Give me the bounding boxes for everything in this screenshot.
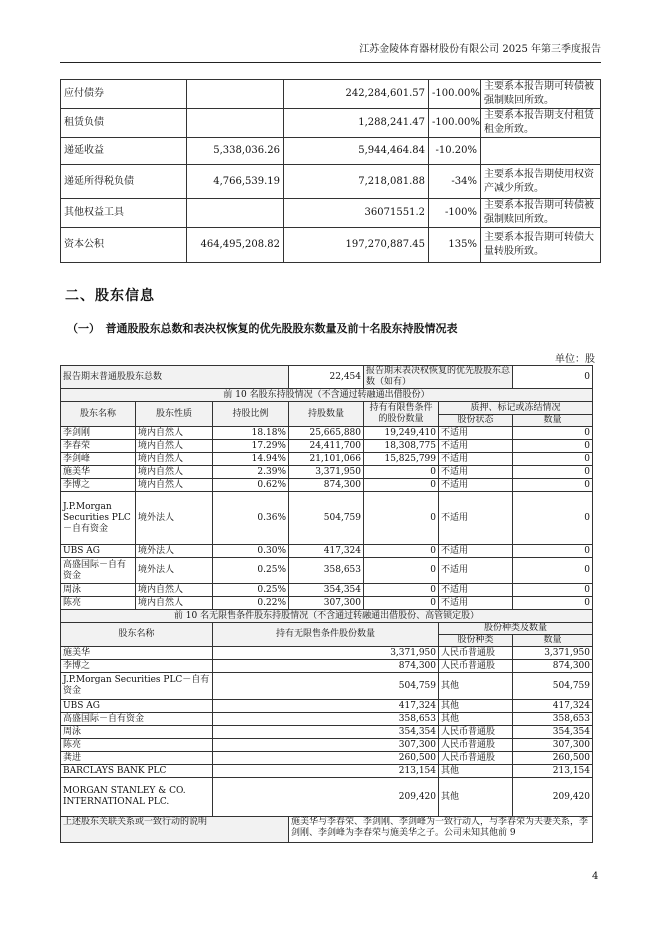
previous-value: 1,288,241.47: [284, 109, 429, 138]
top10-row: [61, 597, 593, 610]
share-count: 209,420: [513, 778, 593, 817]
change-reason: [481, 138, 601, 165]
share-kind: 其他: [439, 673, 513, 700]
pledge-count: 0: [513, 545, 593, 558]
holder-nature: 境内自然人: [136, 584, 213, 597]
relation-text: 施美华与李春荣、李剑刚、李剑峰为一致行动人，与李春荣为夫妻关系，李剑刚、李剑峰为李春荣与施美华之子。公司未知其他前 9: [289, 817, 593, 843]
current-value: 5,338,036.26: [187, 138, 284, 165]
unres-qty: 307,300: [213, 739, 439, 752]
hdr-ratio: 持股比例: [213, 402, 289, 427]
holding-ratio: 18.18%: [213, 427, 289, 440]
unres-qty: 260,500: [213, 752, 439, 765]
share-count: 260,500: [513, 752, 593, 765]
pledge-count: 0: [513, 466, 593, 479]
change-reason: 主要系本报告期使用权资产减少所致。: [481, 165, 601, 199]
holding-qty: 21,101,066: [289, 453, 364, 466]
current-value: [187, 109, 284, 138]
unres-title: 前 10 名无限售条件股东持股情况（不含通过转融通出借股份、高管锁定股）: [61, 610, 593, 623]
pledge-status: 不适用: [439, 479, 513, 492]
holder-name: J.P.Morgan Securities PLC－自有资金: [61, 492, 136, 545]
section-subtitle: （一） 普通股股东总数和表决权恢复的优先股股东数量及前十名股东持股情况表: [67, 322, 458, 335]
unres-qty: 354,354: [213, 726, 439, 739]
item-name: 应付债券: [61, 80, 187, 109]
holding-qty: 307,300: [289, 597, 364, 610]
holder-name: 陈亮: [61, 597, 136, 610]
share-count: 3,371,950: [513, 647, 593, 660]
share-kind: 其他: [439, 778, 513, 817]
pledge-count: 0: [513, 597, 593, 610]
restricted-qty: 0: [364, 597, 439, 610]
holder-nature: 境内自然人: [136, 466, 213, 479]
balance-row: [61, 80, 601, 109]
unres-holder-name: 龚进: [61, 752, 213, 765]
holder-name: 李剑刚: [61, 427, 136, 440]
previous-value: 242,284,601.57: [284, 80, 429, 109]
holder-name: 李博之: [61, 479, 136, 492]
shareholder-table: [60, 365, 593, 843]
holder-nature: 境外法人: [136, 558, 213, 584]
unres-qty: 874,300: [213, 660, 439, 673]
top10-row: [61, 453, 593, 466]
restricted-qty: 18,308,775: [364, 440, 439, 453]
unres-hdr-group: 股份种类及数量: [439, 623, 593, 635]
holding-ratio: 0.30%: [213, 545, 289, 558]
pledge-status: 不适用: [439, 440, 513, 453]
item-name: 资本公积: [61, 228, 187, 263]
holder-nature: 境外法人: [136, 545, 213, 558]
hdr-status: 股份状态: [439, 415, 513, 427]
change-rate: -10.20%: [429, 138, 481, 165]
holder-name: 施美华: [61, 466, 136, 479]
share-kind: 人民币普通股: [439, 752, 513, 765]
top10-header-row: [61, 402, 593, 415]
holder-nature: 境内自然人: [136, 453, 213, 466]
unres-hdr-kind: 股份种类: [439, 635, 513, 647]
unres-row: [61, 726, 593, 739]
pledge-status: 不适用: [439, 584, 513, 597]
summary-value-common: 22,454: [289, 366, 364, 389]
balance-row: [61, 165, 601, 199]
pledge-count: 0: [513, 492, 593, 545]
holding-qty: 874,300: [289, 479, 364, 492]
holding-ratio: 0.36%: [213, 492, 289, 545]
unres-title-row: [61, 610, 593, 623]
holder-nature: 境内自然人: [136, 597, 213, 610]
holding-qty: 417,324: [289, 545, 364, 558]
item-name: 递延收益: [61, 138, 187, 165]
change-rate: -100%: [429, 199, 481, 228]
hdr-count: 数量: [513, 415, 593, 427]
pledge-status: 不适用: [439, 545, 513, 558]
holding-qty: 3,371,950: [289, 466, 364, 479]
change-reason: 主要系本报告期可转债被强制赎回所致。: [481, 80, 601, 109]
change-reason: 主要系本报告期可转债被强制赎回所致。: [481, 199, 601, 228]
unres-row: [61, 673, 593, 700]
holding-qty: 358,653: [289, 558, 364, 584]
pledge-count: 0: [513, 453, 593, 466]
unres-row: [61, 765, 593, 778]
share-count: 874,300: [513, 660, 593, 673]
balance-row: [61, 138, 601, 165]
summary-row: [61, 366, 593, 389]
unres-holder-name: BARCLAYS BANK PLC: [61, 765, 213, 778]
unres-holder-name: 施美华: [61, 647, 213, 660]
current-value: [187, 80, 284, 109]
pledge-status: 不适用: [439, 427, 513, 440]
pledge-count: 0: [513, 440, 593, 453]
restricted-qty: 15,825,799: [364, 453, 439, 466]
share-count: 504,759: [513, 673, 593, 700]
item-name: 其他权益工具: [61, 199, 187, 228]
pledge-count: 0: [513, 479, 593, 492]
pledge-status: 不适用: [439, 453, 513, 466]
top10-row: [61, 440, 593, 453]
pledge-status: 不适用: [439, 558, 513, 584]
unres-holder-name: 高盛国际－自有资金: [61, 713, 213, 726]
unres-row: [61, 713, 593, 726]
top10-title: 前 10 名股东持股情况（不含通过转融通出借股份）: [61, 389, 593, 402]
holding-qty: 24,411,700: [289, 440, 364, 453]
previous-value: 5,944,464.84: [284, 138, 429, 165]
section-title: 二、股东信息: [65, 288, 155, 304]
change-rate: -100.00%: [429, 80, 481, 109]
summary-label-common: 报告期末普通股股东总数: [61, 366, 289, 389]
share-kind: 人民币普通股: [439, 739, 513, 752]
restricted-qty: 0: [364, 466, 439, 479]
pledge-count: 0: [513, 427, 593, 440]
share-count: 213,154: [513, 765, 593, 778]
share-count: 354,354: [513, 726, 593, 739]
unres-row: [61, 752, 593, 765]
unres-hdr-qty: 持有无限售条件股份数量: [213, 623, 439, 647]
pledge-status: 不适用: [439, 597, 513, 610]
holder-nature: 境内自然人: [136, 479, 213, 492]
hdr-pledge: 质押、标记或冻结情况: [439, 402, 593, 415]
hdr-name: 股东名称: [61, 402, 136, 427]
previous-value: 197,270,887.45: [284, 228, 429, 263]
holding-ratio: 0.62%: [213, 479, 289, 492]
unres-header-row: [61, 623, 593, 635]
top10-row: [61, 427, 593, 440]
pledge-count: 0: [513, 558, 593, 584]
holder-nature: 境内自然人: [136, 440, 213, 453]
summary-label-preferred: 报告期末表决权恢复的优先股股东总数（如有）: [364, 366, 513, 389]
holding-ratio: 17.29%: [213, 440, 289, 453]
change-reason: 主要系本报告期可转债大量转股所致。: [481, 228, 601, 263]
unres-qty: 417,324: [213, 700, 439, 713]
holder-nature: 境外法人: [136, 492, 213, 545]
unres-qty: 3,371,950: [213, 647, 439, 660]
pledge-status: 不适用: [439, 466, 513, 479]
unres-holder-name: 李博之: [61, 660, 213, 673]
current-value: [187, 199, 284, 228]
holder-nature: 境内自然人: [136, 427, 213, 440]
restricted-qty: 0: [364, 479, 439, 492]
restricted-qty: 0: [364, 584, 439, 597]
unres-row: [61, 660, 593, 673]
holder-name: 高盛国际－自有资金: [61, 558, 136, 584]
current-value: 4,766,539.19: [187, 165, 284, 199]
pledge-count: 0: [513, 584, 593, 597]
top10-row: [61, 479, 593, 492]
change-rate: -34%: [429, 165, 481, 199]
change-reason: 主要系本报告期支付租赁租金所致。: [481, 109, 601, 138]
unres-holder-name: J.P.Morgan Securities PLC－自有资金: [61, 673, 213, 700]
holder-name: UBS AG: [61, 545, 136, 558]
unres-row: [61, 700, 593, 713]
share-kind: 其他: [439, 713, 513, 726]
unres-holder-name: UBS AG: [61, 700, 213, 713]
top10-row: [61, 466, 593, 479]
restricted-qty: 0: [364, 558, 439, 584]
page-header: 江苏金陵体育器材股份有限公司 2025 年第三季度报告: [359, 44, 601, 55]
top10-row: [61, 545, 593, 558]
balance-row: [61, 109, 601, 138]
unit-label: 单位：股: [555, 354, 595, 365]
unres-row: [61, 778, 593, 817]
holder-name: 李春荣: [61, 440, 136, 453]
holder-name: 李剑峰: [61, 453, 136, 466]
share-kind: 人民币普通股: [439, 660, 513, 673]
change-rate: -100.00%: [429, 109, 481, 138]
holding-qty: 25,665,880: [289, 427, 364, 440]
item-name: 递延所得税负债: [61, 165, 187, 199]
unres-qty: 358,653: [213, 713, 439, 726]
unres-hdr-name: 股东名称: [61, 623, 213, 647]
unres-qty: 504,759: [213, 673, 439, 700]
holding-ratio: 14.94%: [213, 453, 289, 466]
hdr-nature: 股东性质: [136, 402, 213, 427]
unres-holder-name: MORGAN STANLEY & CO. INTERNATIONAL PLC.: [61, 778, 213, 817]
restricted-qty: 0: [364, 492, 439, 545]
share-kind: 人民币普通股: [439, 726, 513, 739]
holder-name: 周泳: [61, 584, 136, 597]
holding-qty: 354,354: [289, 584, 364, 597]
share-kind: 其他: [439, 700, 513, 713]
hdr-qty: 持股数量: [289, 402, 364, 427]
unres-holder-name: 周泳: [61, 726, 213, 739]
unres-holder-name: 陈亮: [61, 739, 213, 752]
unres-row: [61, 739, 593, 752]
share-count: 358,653: [513, 713, 593, 726]
relation-label: 上述股东关联关系或一致行动的说明: [61, 817, 289, 843]
change-rate: 135%: [429, 228, 481, 263]
unres-hdr-count: 数量: [513, 635, 593, 647]
top10-title-row: [61, 389, 593, 402]
previous-value: 36071551.2: [284, 199, 429, 228]
item-name: 租赁负债: [61, 109, 187, 138]
balance-row: [61, 228, 601, 263]
balance-change-table: [60, 79, 601, 263]
holding-ratio: 0.25%: [213, 558, 289, 584]
restricted-qty: 0: [364, 545, 439, 558]
unres-qty: 213,154: [213, 765, 439, 778]
summary-value-preferred: 0: [513, 366, 593, 389]
current-value: 464,495,208.82: [187, 228, 284, 263]
balance-row: [61, 199, 601, 228]
top10-row: [61, 558, 593, 584]
unres-qty: 209,420: [213, 778, 439, 817]
hdr-restricted: 持有有限售条件的股份数量: [364, 402, 439, 427]
previous-value: 7,218,081.88: [284, 165, 429, 199]
restricted-qty: 19,249,410: [364, 427, 439, 440]
page-number: 4: [592, 871, 599, 882]
holding-ratio: 0.25%: [213, 584, 289, 597]
unres-row: [61, 647, 593, 660]
top10-row: [61, 492, 593, 545]
top10-row: [61, 584, 593, 597]
share-count: 307,300: [513, 739, 593, 752]
holding-ratio: 2.39%: [213, 466, 289, 479]
header-rule: [60, 62, 601, 63]
share-kind: 其他: [439, 765, 513, 778]
holding-qty: 504,759: [289, 492, 364, 545]
pledge-status: 不适用: [439, 492, 513, 545]
share-count: 417,324: [513, 700, 593, 713]
holding-ratio: 0.22%: [213, 597, 289, 610]
share-kind: 人民币普通股: [439, 647, 513, 660]
relation-row: [61, 817, 593, 843]
